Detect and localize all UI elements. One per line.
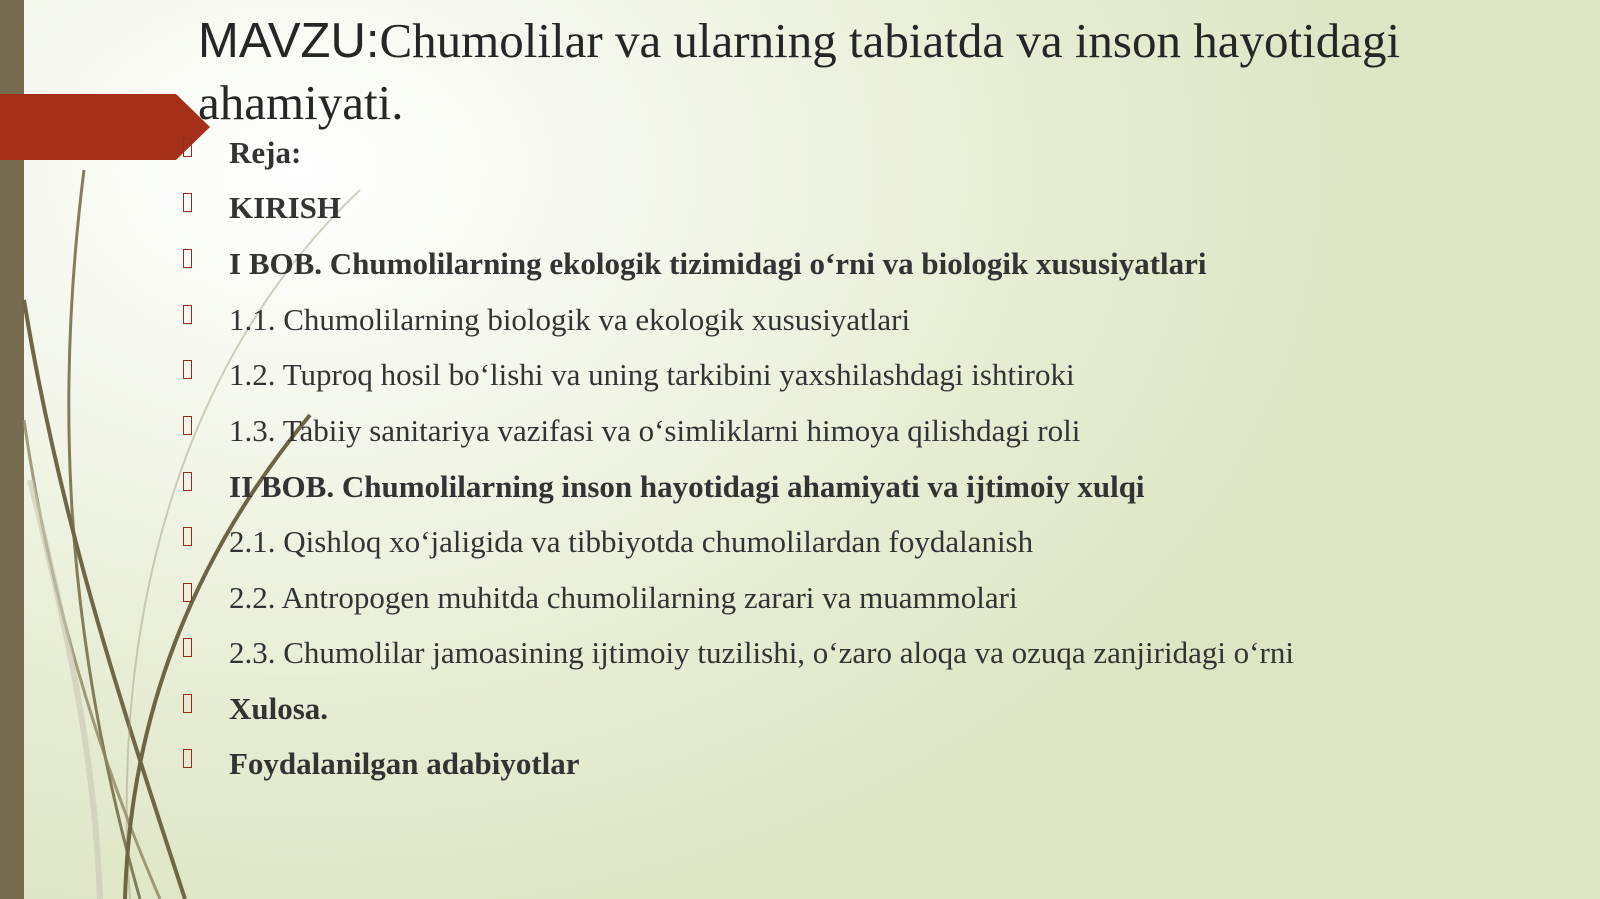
list-item	[183, 744, 580, 784]
list-item	[183, 188, 341, 228]
list-item-label: KIRISH	[229, 190, 341, 225]
square-bullet-icon	[183, 749, 192, 768]
list-item-label: Foydalanilgan adabiyotlar	[229, 746, 580, 781]
list-item-label: 2.1. Qishloq xo‘jaligida va tibbiyotda chumolilardan foydalanish	[229, 524, 1034, 559]
list-item	[183, 133, 301, 173]
square-bullet-icon	[183, 416, 192, 435]
square-bullet-icon	[183, 249, 192, 268]
list-item-label: 1.3. Tabiiy sanitariya vazifasi va o‘simliklarni himoya qilishdagi roli	[229, 413, 1081, 448]
list-item	[183, 467, 1145, 507]
list-item-label: Xulosa.	[229, 691, 329, 726]
list-item	[183, 355, 1075, 395]
square-bullet-icon	[183, 583, 192, 602]
square-bullet-icon	[183, 472, 192, 491]
square-bullet-icon	[183, 638, 192, 657]
red-arrow-marker	[0, 94, 210, 160]
list-item	[183, 300, 910, 340]
list-item-label: I BOB. Chumolilarning ekologik tizimidagi o‘rni va biologik xususiyatlari	[229, 246, 1207, 281]
slide-title	[198, 10, 1578, 134]
square-bullet-icon	[183, 193, 192, 212]
square-bullet-icon	[183, 694, 192, 713]
list-item-label: Reja:	[229, 135, 302, 170]
square-bullet-icon	[183, 360, 192, 379]
square-bullet-icon	[183, 305, 192, 324]
square-bullet-icon	[183, 527, 192, 546]
list-item	[183, 578, 1018, 618]
title-text: Chumolilar va ularning tabiatda va inson hayotidagi ahamiyati.	[198, 13, 1401, 130]
list-item	[183, 689, 328, 729]
list-item-label: 1.1. Chumolilarning biologik va ekologik xususiyatlari	[229, 302, 911, 337]
list-item	[183, 244, 1207, 284]
list-item-label: 2.2. Antropogen muhitda chumolilarning zarari va muammolari	[229, 580, 1018, 615]
square-bullet-icon	[183, 138, 192, 157]
title-prefix: MAVZU:	[198, 14, 380, 68]
list-item-label: 1.2. Tuproq hosil bo‘lishi va uning tarkibini yaxshilashdagi ishtiroki	[229, 357, 1075, 392]
list-item	[183, 522, 1033, 562]
list-item-label: II BOB. Chumolilarning inson hayotidagi ahamiyati va ijtimoiy xulqi	[229, 469, 1145, 504]
list-item-label: 2.3. Chumolilar jamoasining ijtimoiy tuzilishi, o‘zaro aloqa va ozuqa zanjiridagi o‘rni	[229, 635, 1294, 670]
list-item	[183, 411, 1080, 451]
list-item	[183, 633, 1294, 673]
